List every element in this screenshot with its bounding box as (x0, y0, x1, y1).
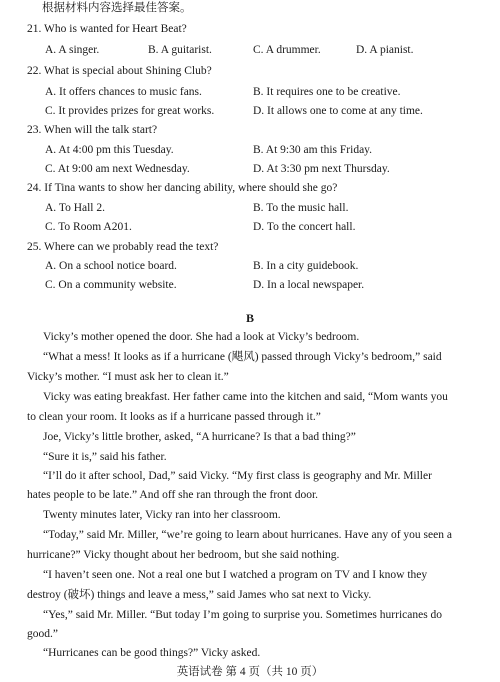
question-25-option-a: A. On a school notice board. (45, 260, 177, 272)
passage-line: Vicky’s mother opened the door. She had a look at Vicky’s bedroom. (43, 331, 360, 343)
question-23-stem: 23. When will the talk start? (27, 124, 158, 136)
question-23-option-b: B. At 9:30 am this Friday. (253, 144, 373, 156)
passage-line: “I’ll do it after school, Dad,” said Vicky. “My first class is geography and Mr. Miller (43, 470, 432, 482)
question-21-option-d: D. A pianist. (356, 44, 414, 56)
passage-line: “What a mess! It looks as if a hurricane (飓风) passed through Vicky’s bedroom,” said (43, 351, 442, 363)
question-21-option-b: B. A guitarist. (148, 44, 212, 56)
passage-line: Vicky’s mother. “I must ask her to clean it.” (27, 371, 229, 383)
question-24-option-b: B. To the music hall. (253, 202, 349, 214)
question-21-option-a: A. A singer. (45, 44, 100, 56)
question-22-option-b: B. It requires one to be creative. (253, 86, 401, 98)
passage-line: “Sure it is,” said his father. (43, 451, 167, 463)
passage-line: “Today,” said Mr. Miller, “we’re going to learn about hurricanes. Have any of you seen a (43, 529, 452, 541)
question-25-option-b: B. In a city guidebook. (253, 260, 359, 272)
question-24-stem: 24. If Tina wants to show her dancing ability, where should she go? (27, 182, 338, 194)
instruction-text: 根据材料内容选择最佳答案。 (42, 2, 192, 14)
page-footer: 英语试卷 第 4 页（共 10 页） (176, 666, 324, 678)
passage-line: “I haven’t seen one. Not a real one but I watched a program on TV and I know they (43, 569, 428, 581)
question-23-option-c: C. At 9:00 am next Wednesday. (45, 163, 190, 175)
section-b-title: B (245, 311, 254, 325)
question-23-option-a: A. At 4:00 pm this Tuesday. (45, 144, 174, 156)
question-24-option-d: D. To the concert hall. (253, 221, 356, 233)
question-24-option-a: A. To Hall 2. (45, 202, 105, 214)
passage-line: Twenty minutes later, Vicky ran into her classroom. (43, 509, 281, 521)
passage-line: Joe, Vicky’s little brother, asked, “A hurricane? Is that a bad thing?” (43, 431, 356, 443)
passage-line: hurricane?” Vicky thought about her bedroom, but she said nothing. (27, 549, 340, 561)
question-25-option-d: D. In a local newspaper. (253, 279, 365, 291)
question-21-stem: 21. Who is wanted for Heart Beat? (27, 23, 187, 35)
question-25-option-c: C. On a community website. (45, 279, 177, 291)
passage-line: “Yes,” said Mr. Miller. “But today I’m going to surprise you. Sometimes hurricanes do (43, 609, 443, 621)
passage-line: hates people to be late.” And off she ran through the front door. (27, 489, 319, 501)
passage-line: to clean your room. It looks as if a hurricane passed through it.” (27, 411, 321, 423)
question-24-option-c: C. To Room A201. (45, 221, 132, 233)
question-25-stem: 25. Where can we probably read the text? (27, 241, 219, 253)
question-22-option-c: C. It provides prizes for great works. (45, 105, 215, 117)
question-22-stem: 22. What is special about Shining Club? (27, 65, 212, 77)
question-22-option-a: A. It offers chances to music fans. (45, 86, 202, 98)
question-21-option-c: C. A drummer. (253, 44, 321, 56)
passage-line: good.” (27, 628, 58, 640)
passage-line: destroy (破坏) things and leave a mess,” said James who sat next to Vicky. (27, 589, 372, 601)
passage-line: Vicky was eating breakfast. Her father came into the kitchen and said, “Mom wants you (43, 391, 448, 403)
question-22-option-d: D. It allows one to come at any time. (253, 105, 423, 117)
question-23-option-d: D. At 3:30 pm next Thursday. (253, 163, 390, 175)
passage-line: “Hurricanes can be good things?” Vicky asked. (43, 647, 261, 659)
